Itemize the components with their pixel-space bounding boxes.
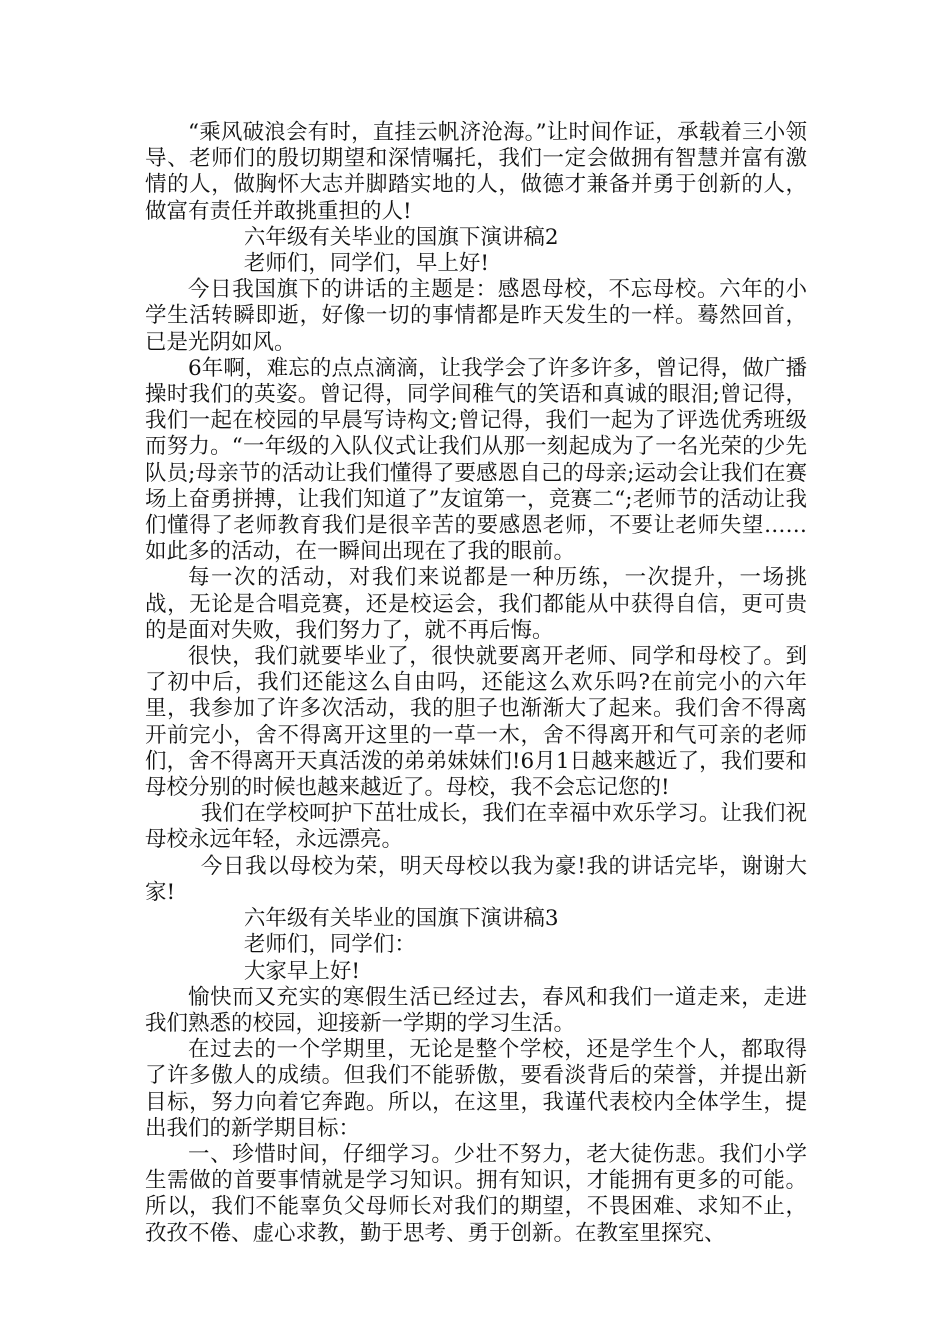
paragraph: 6年啊，难忘的点点滴滴，让我学会了许多许多，曾记得，做广播操时我们的英姿。曾记得，同学间稚气的笑语和真诚的眼泪;曾记得，我们一起在校园的早晨写诗构文;曾记得，我们一起为了评选优秀班级而努力。“一年级的入队仪式让我们从那一刻起成为了一名光荣的少先队员;母亲节的活动让我们懂得了要感恩自己的母亲;运动会让我们在赛场上奋勇拼搏，让我们知道了”友谊第一，竞赛二“;老师节的活动让我们懂得了老师教育我们是很辛苦的要感恩老师，不要让老师失望……如此多的活动，在一瞬间出现在了我的眼前。 <box>145 355 807 565</box>
greeting: 大家早上好! <box>243 958 361 984</box>
paragraph: 一、珍惜时间，仔细学习。少壮不努力，老大徒伤悲。我们小学生需做的首要事情就是学习知识。拥有知识，才能拥有更多的可能。所以，我们不能辜负父母师长对我们的期望，不畏困难、求知不止，孜孜不倦、虚心求教，勤于思考、勇于创新。在教室里探究、 <box>145 1141 807 1246</box>
paragraph: “乘风破浪会有时，直挂云帆济沧海。”让时间作证，承载着三小领导、老师们的殷切期望和深情嘱托，我们一定会做拥有智慧并富有激情的人，做胸怀大志并脚踏实地的人，做德才兼备并勇于创新的人，做富有责任并敢挑重担的人! <box>145 120 807 224</box>
paragraph: 今日我以母校为荣，明天母校以我为豪!我的讲话完毕，谢谢大家! <box>145 853 807 905</box>
paragraph: 今日我国旗下的讲话的主题是：感恩母校，不忘母校。六年的小学生活转瞬即逝，好像一切的事情都是昨天发生的一样。蓦然回首，已是光阴如风。 <box>145 277 807 355</box>
paragraph: 每一次的活动，对我们来说都是一种历练，一次提升，一场挑战，无论是合唱竞赛，还是校运会，我们都能从中获得自信，更可贵的是面对失败，我们努力了，就不再后悔。 <box>145 565 807 643</box>
paragraph: 很快，我们就要毕业了，很快就要离开老师、同学和母校了。到了初中后，我们还能这么自由吗，还能这么欢乐吗?在前完小的六年里，我参加了许多次活动，我的胆子也渐渐大了起来。我们舍不得离开前完小，舍不得离开这里的一草一木，舍不得离开和气可亲的老师们，舍不得离开天真活泼的弟弟妹妹们!6月1日越来越近了，我们要和母校分别的时候也越来越近了。母校，我不会忘记您的! <box>145 644 807 801</box>
paragraph: 在过去的一个学期里，无论是整个学校，还是学生个人，都取得了许多傲人的成绩。但我们不能骄傲，要看淡背后的荣誉，并提出新目标，努力向着它奔跑。所以，在这里，我谨代表校内全体学生，提出我们的新学期目标： <box>145 1037 807 1141</box>
section-heading: 六年级有关毕业的国旗下演讲稿3 <box>243 906 559 932</box>
document-body <box>145 120 807 1247</box>
paragraph: 我们在学校呵护下茁壮成长，我们在幸福中欢乐学习。让我们祝母校永远年轻，永远漂亮。 <box>145 801 807 853</box>
greeting: 老师们，同学们： <box>243 932 416 958</box>
greeting: 老师们，同学们，早上好! <box>243 251 490 277</box>
section-heading: 六年级有关毕业的国旗下演讲稿2 <box>243 224 559 250</box>
paragraph: 愉快而又充实的寒假生活已经过去，春风和我们一道走来，走进我们熟悉的校园，迎接新一学期的学习生活。 <box>145 984 807 1036</box>
